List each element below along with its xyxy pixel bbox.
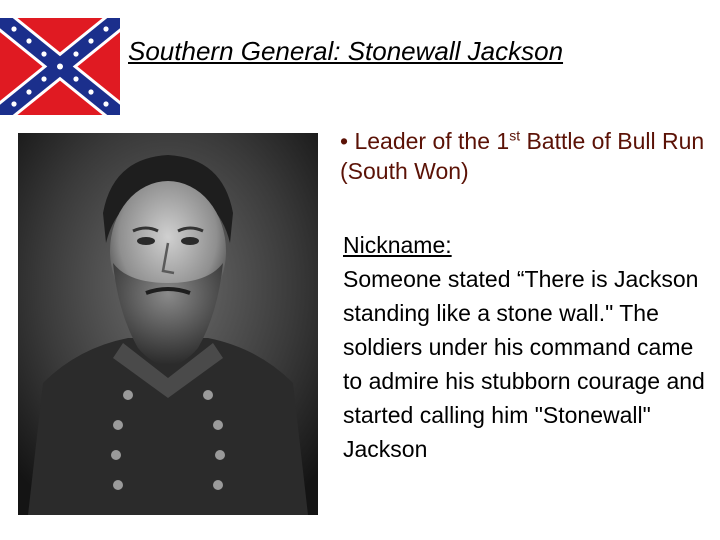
bullet-battle xyxy=(340,126,715,186)
bullet-superscript: st xyxy=(509,127,521,144)
stonewall-jackson-portrait xyxy=(18,133,318,515)
bullet-prefix: • Leader of the 1 xyxy=(340,128,510,154)
nickname-label: Nickname: xyxy=(343,232,452,258)
nickname-block xyxy=(343,228,713,466)
slide-title: Southern General: Stonewall Jackson xyxy=(128,36,564,66)
bullet-suffix: Battle of Bull Run (South Won) xyxy=(340,128,705,184)
nickname-text: Someone stated “There is Jackson standing like a stone wall." The soldiers under his command came to admire his stubborn courage and started calling him "Stonewall" Jackson xyxy=(343,266,705,462)
confederate-flag-image xyxy=(0,18,120,115)
